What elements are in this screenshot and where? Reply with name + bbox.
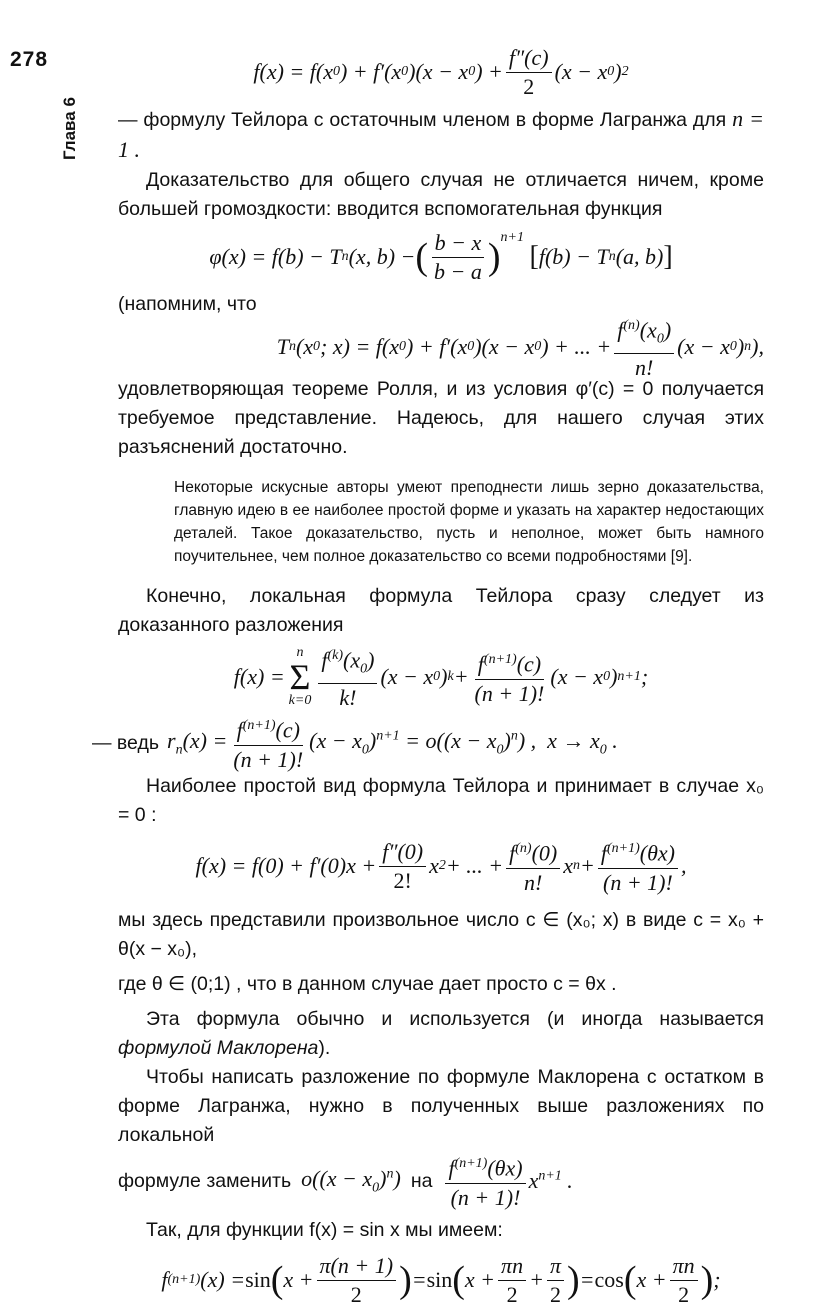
formula-remainder: — ведь $r_n(x)$ = $\frac{f^{(n+1)}(c)}{(n + 1)!}$ $(x - x_0)^{n+1} = o((x - x_0)^n)$ , $x \to x_0$ . — [92, 714, 764, 772]
formula-phi: φ(x) = f(b) − T n (x, b) − ( $\frac{b - x}{b - a}$ ) $^{n+1}$ [ f(b) − T n (a, b) ] — [209, 229, 673, 284]
paragraph-recall: (напомним, что — [118, 293, 257, 315]
note-paragraph: Некоторые искусные авторы умеют преподнести лишь зерно доказательства, главную идею в ее наиболее простой форме и указать на характер недостающих деталей. Такое доказательство, пусть и неполное, может быть намного поучительнее, чем полное доказательство со всеми подробностями [9]. — [174, 479, 764, 565]
paragraph-general: Доказательство для общего случая не отличается ничем, кроме большей громоздкости: вводится вспомогательная функция — [118, 169, 764, 220]
paragraph-here: мы здесь представили произвольное число c ∈ (x₀; x) в виде c = x₀ + θ(x − x₀), — [118, 909, 764, 960]
chapter-label: Глава 6 — [60, 97, 79, 160]
paragraph-maclaurin: Эта формула обычно и используется (и иногда называется формулой Маклорена). — [118, 1008, 764, 1059]
formula-taylor-n1: f(x) = f(x 0 ) + f′(x 0 )(x − x 0 ) + $\frac{f''(c)}{2}$ (x − x 0 ) 2 — [253, 44, 629, 99]
paragraph-where: где θ ∈ (0;1) , что в данном случае дает просто c = θx . — [118, 973, 617, 995]
formula-replace: формуле заменить $o((x - x_0)^n)$ на $\frac{f^{(n+1)}(\theta x)}{(n + 1)!}$ $x^{n+1}$ . — [118, 1150, 764, 1212]
formula-tn: T n (x 0 ; x) = f(x 0 ) + f′(x 0 )(x − x 0 ) + ... + $\frac{f^{(n)}(x_0)}{n!}$ (x − x 0 ) n ), — [118, 319, 764, 375]
paragraph-lagrange: — формулу Тейлора с остаточным членом в форме Лагранжа для n = 1 . — [118, 106, 764, 162]
paragraph-rolle: удовлетворяющая теореме Ролля, и из условия φ′(c) = 0 получается требуемое представление. Надеюсь, для нашего случая этих разъяснений достаточно. — [118, 378, 764, 458]
page-content — [92, 40, 764, 1315]
paragraph-simplest: Наиболее простой вид формула Тейлора и принимает в случае x₀ = 0 : — [118, 775, 764, 826]
formula-expansion: f(x) = n Σ k=0 $\frac{f^{(k)}(x_0)}{k!}$ (x − x 0 ) k + $\frac{f^{(n+1)}(c)}{(n + 1)!}$ (x − x 0 ) n+1 ; — [233, 645, 649, 711]
paragraph-sin: Так, для функции f(x) = sin x мы имеем: — [146, 1219, 503, 1241]
formula-sin-derivative: f (n+1) (x) = sin ( x + $\frac{\pi(n + 1)}{2}$ ) = sin ( x + $\frac{\pi n}{2}$ + $\frac{\pi}{2}$ ) = cos ( x + $\frac{\pi n}{2}$ ) ; — [161, 1252, 721, 1307]
page-number: 278 — [10, 48, 49, 71]
paragraph-write: Чтобы написать разложение по формуле Маклорена с остатком в форме Лагранжа, нужно в полученных выше разложениях по локальной — [118, 1066, 764, 1146]
paragraph-local: Конечно, локальная формула Тейлора сразу следует из доказанного разложения — [118, 585, 764, 636]
formula-maclaurin: f(x) = f(0) + f′(0)x + $\frac{f''(0)}{2!}$ x 2 + ... + $\frac{f^{(n)}(0)}{n!}$ x n + $\frac{f^{(n+1)}(\theta x)}{(n + 1)!}$ , — [195, 838, 687, 895]
